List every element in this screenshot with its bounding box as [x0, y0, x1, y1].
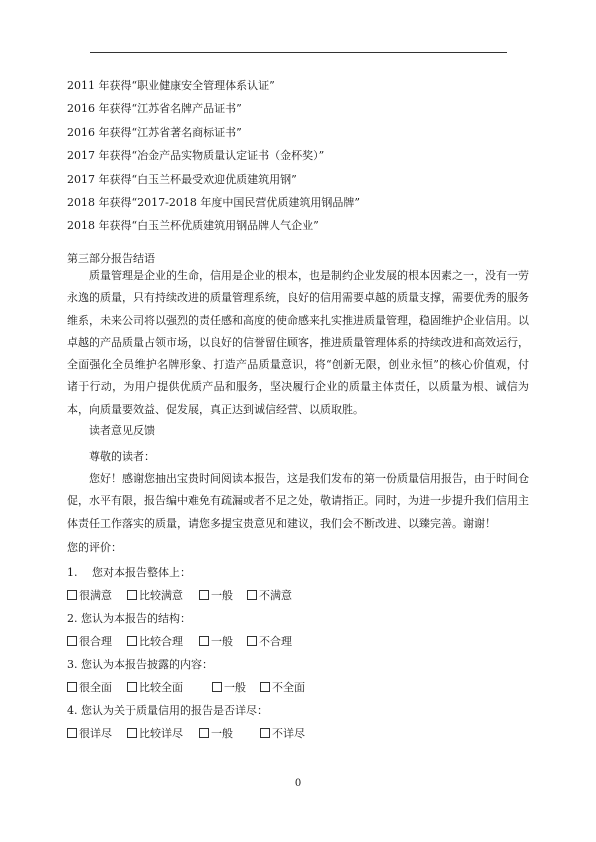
conclusion-paragraph: 质量管理是企业的生命，信用是企业的根本，也是制约企业发展的根本因素之一，没有一劳永逸的质量，只有持续改进的质量管理系统，良好的信用需要卓越的质量支撑，需要优秀的服务维系，未来公司将以强烈的责任感和高度的使命感来扎实推进质量管理，稳固维护企业信用。以卓越的产品质量占领市场，以良好的信誉留住顾客，推进质量管理体系的持续改进和高效运行，全面强化全员维护名牌形象、打造产品质量意识，将“创新无限，创业永恒”的核心价值观，付诸于行动，为用户提供优质产品和服务，坚决履行企业的质量主体责任，以质量为根、诚信为本，向质量要效益、促发展，真正达到诚信经营、以质取胜。	[67, 269, 529, 416]
checkbox-icon	[199, 728, 209, 738]
option-checkbox[interactable]	[67, 678, 112, 698]
award-item: 2017 年获得“冶金产品实物质量认定证书（金杯奖）”	[67, 149, 325, 163]
option-label: 一般	[211, 589, 233, 602]
checkbox-icon	[127, 590, 137, 600]
question-1: 1. 您对本报告整体上：	[67, 566, 191, 579]
option-checkbox[interactable]	[127, 678, 183, 698]
page-number: 0	[294, 778, 302, 789]
checkbox-icon	[247, 590, 257, 600]
checkbox-icon	[260, 728, 270, 738]
option-label: 一般	[211, 635, 233, 648]
checkbox-icon	[67, 682, 77, 692]
option-checkbox[interactable]	[247, 632, 292, 652]
option-checkbox[interactable]	[127, 586, 183, 606]
salutation: 尊敬的读者：	[89, 450, 155, 463]
option-checkbox[interactable]	[199, 724, 233, 744]
evaluation-label: 您的评价：	[67, 541, 122, 554]
option-checkbox[interactable]	[260, 724, 305, 744]
option-checkbox[interactable]	[67, 586, 112, 606]
question-4: 4. 您认为关于质量信用的报告是否详尽：	[67, 704, 268, 717]
option-label: 比较全面	[139, 681, 183, 694]
option-label: 不满意	[259, 589, 292, 602]
checkbox-icon	[67, 636, 77, 646]
option-label: 一般	[224, 681, 246, 694]
option-label: 比较合理	[139, 635, 183, 648]
checkbox-icon	[247, 636, 257, 646]
option-label: 很合理	[79, 635, 112, 648]
section-title: 第三部分报告结语	[67, 252, 155, 265]
checkbox-icon	[67, 728, 77, 738]
feedback-paragraph: 您好！感谢您抽出宝贵时间阅读本报告，这是我们发布的第一份质量信用报告，由于时间仓促，水平有限，报告编中难免有疏漏或者不足之处，敬请指正。同时，为进一步提升我们信用主体责任工作落实的质量，请您多提宝贵意见和建议，我们会不断改进、以臻完善。谢谢！	[67, 472, 529, 530]
option-checkbox[interactable]	[247, 586, 292, 606]
option-label: 比较满意	[139, 589, 183, 602]
checkbox-icon	[212, 682, 222, 692]
checkbox-icon	[127, 682, 137, 692]
option-checkbox[interactable]	[260, 678, 305, 698]
option-checkbox[interactable]	[127, 724, 183, 744]
option-label: 不详尽	[272, 727, 305, 740]
option-label: 不合理	[259, 635, 292, 648]
option-checkbox[interactable]	[127, 632, 183, 652]
feedback-title: 读者意见反馈	[89, 424, 155, 437]
award-item: 2016 年获得“江苏省名牌产品证书”	[67, 102, 242, 116]
option-label: 一般	[211, 727, 233, 740]
award-item: 2018 年获得“2017-2018 年度中国民营优质建筑用钢品牌”	[67, 196, 360, 210]
option-checkbox[interactable]	[67, 632, 112, 652]
option-label: 很全面	[79, 681, 112, 694]
option-checkbox[interactable]	[67, 724, 112, 744]
option-label: 很详尽	[79, 727, 112, 740]
checkbox-icon	[67, 590, 77, 600]
award-item: 2018 年获得“白玉兰杯优质建筑用钢品牌人气企业”	[67, 219, 319, 233]
question-2: 2. 您认为本报告的结构：	[67, 612, 191, 625]
option-checkbox[interactable]	[199, 632, 233, 652]
option-checkbox[interactable]	[199, 586, 233, 606]
award-item: 2017 年获得“白玉兰杯最受欢迎优质建筑用钢”	[67, 172, 297, 186]
awards-list	[67, 74, 360, 238]
award-item: 2016 年获得“江苏省著名商标证书”	[67, 125, 242, 139]
checkbox-icon	[199, 590, 209, 600]
option-label: 不全面	[272, 681, 305, 694]
option-label: 比较详尽	[139, 727, 183, 740]
option-label: 很满意	[79, 589, 112, 602]
header-rule	[90, 52, 507, 53]
question-3: 3. 您认为本报告披露的内容：	[67, 658, 213, 671]
checkbox-icon	[127, 728, 137, 738]
checkbox-icon	[127, 636, 137, 646]
checkbox-icon	[260, 682, 270, 692]
checkbox-icon	[199, 636, 209, 646]
award-item: 2011 年获得“职业健康安全管理体系认证”	[67, 79, 275, 92]
option-checkbox[interactable]	[212, 678, 246, 698]
